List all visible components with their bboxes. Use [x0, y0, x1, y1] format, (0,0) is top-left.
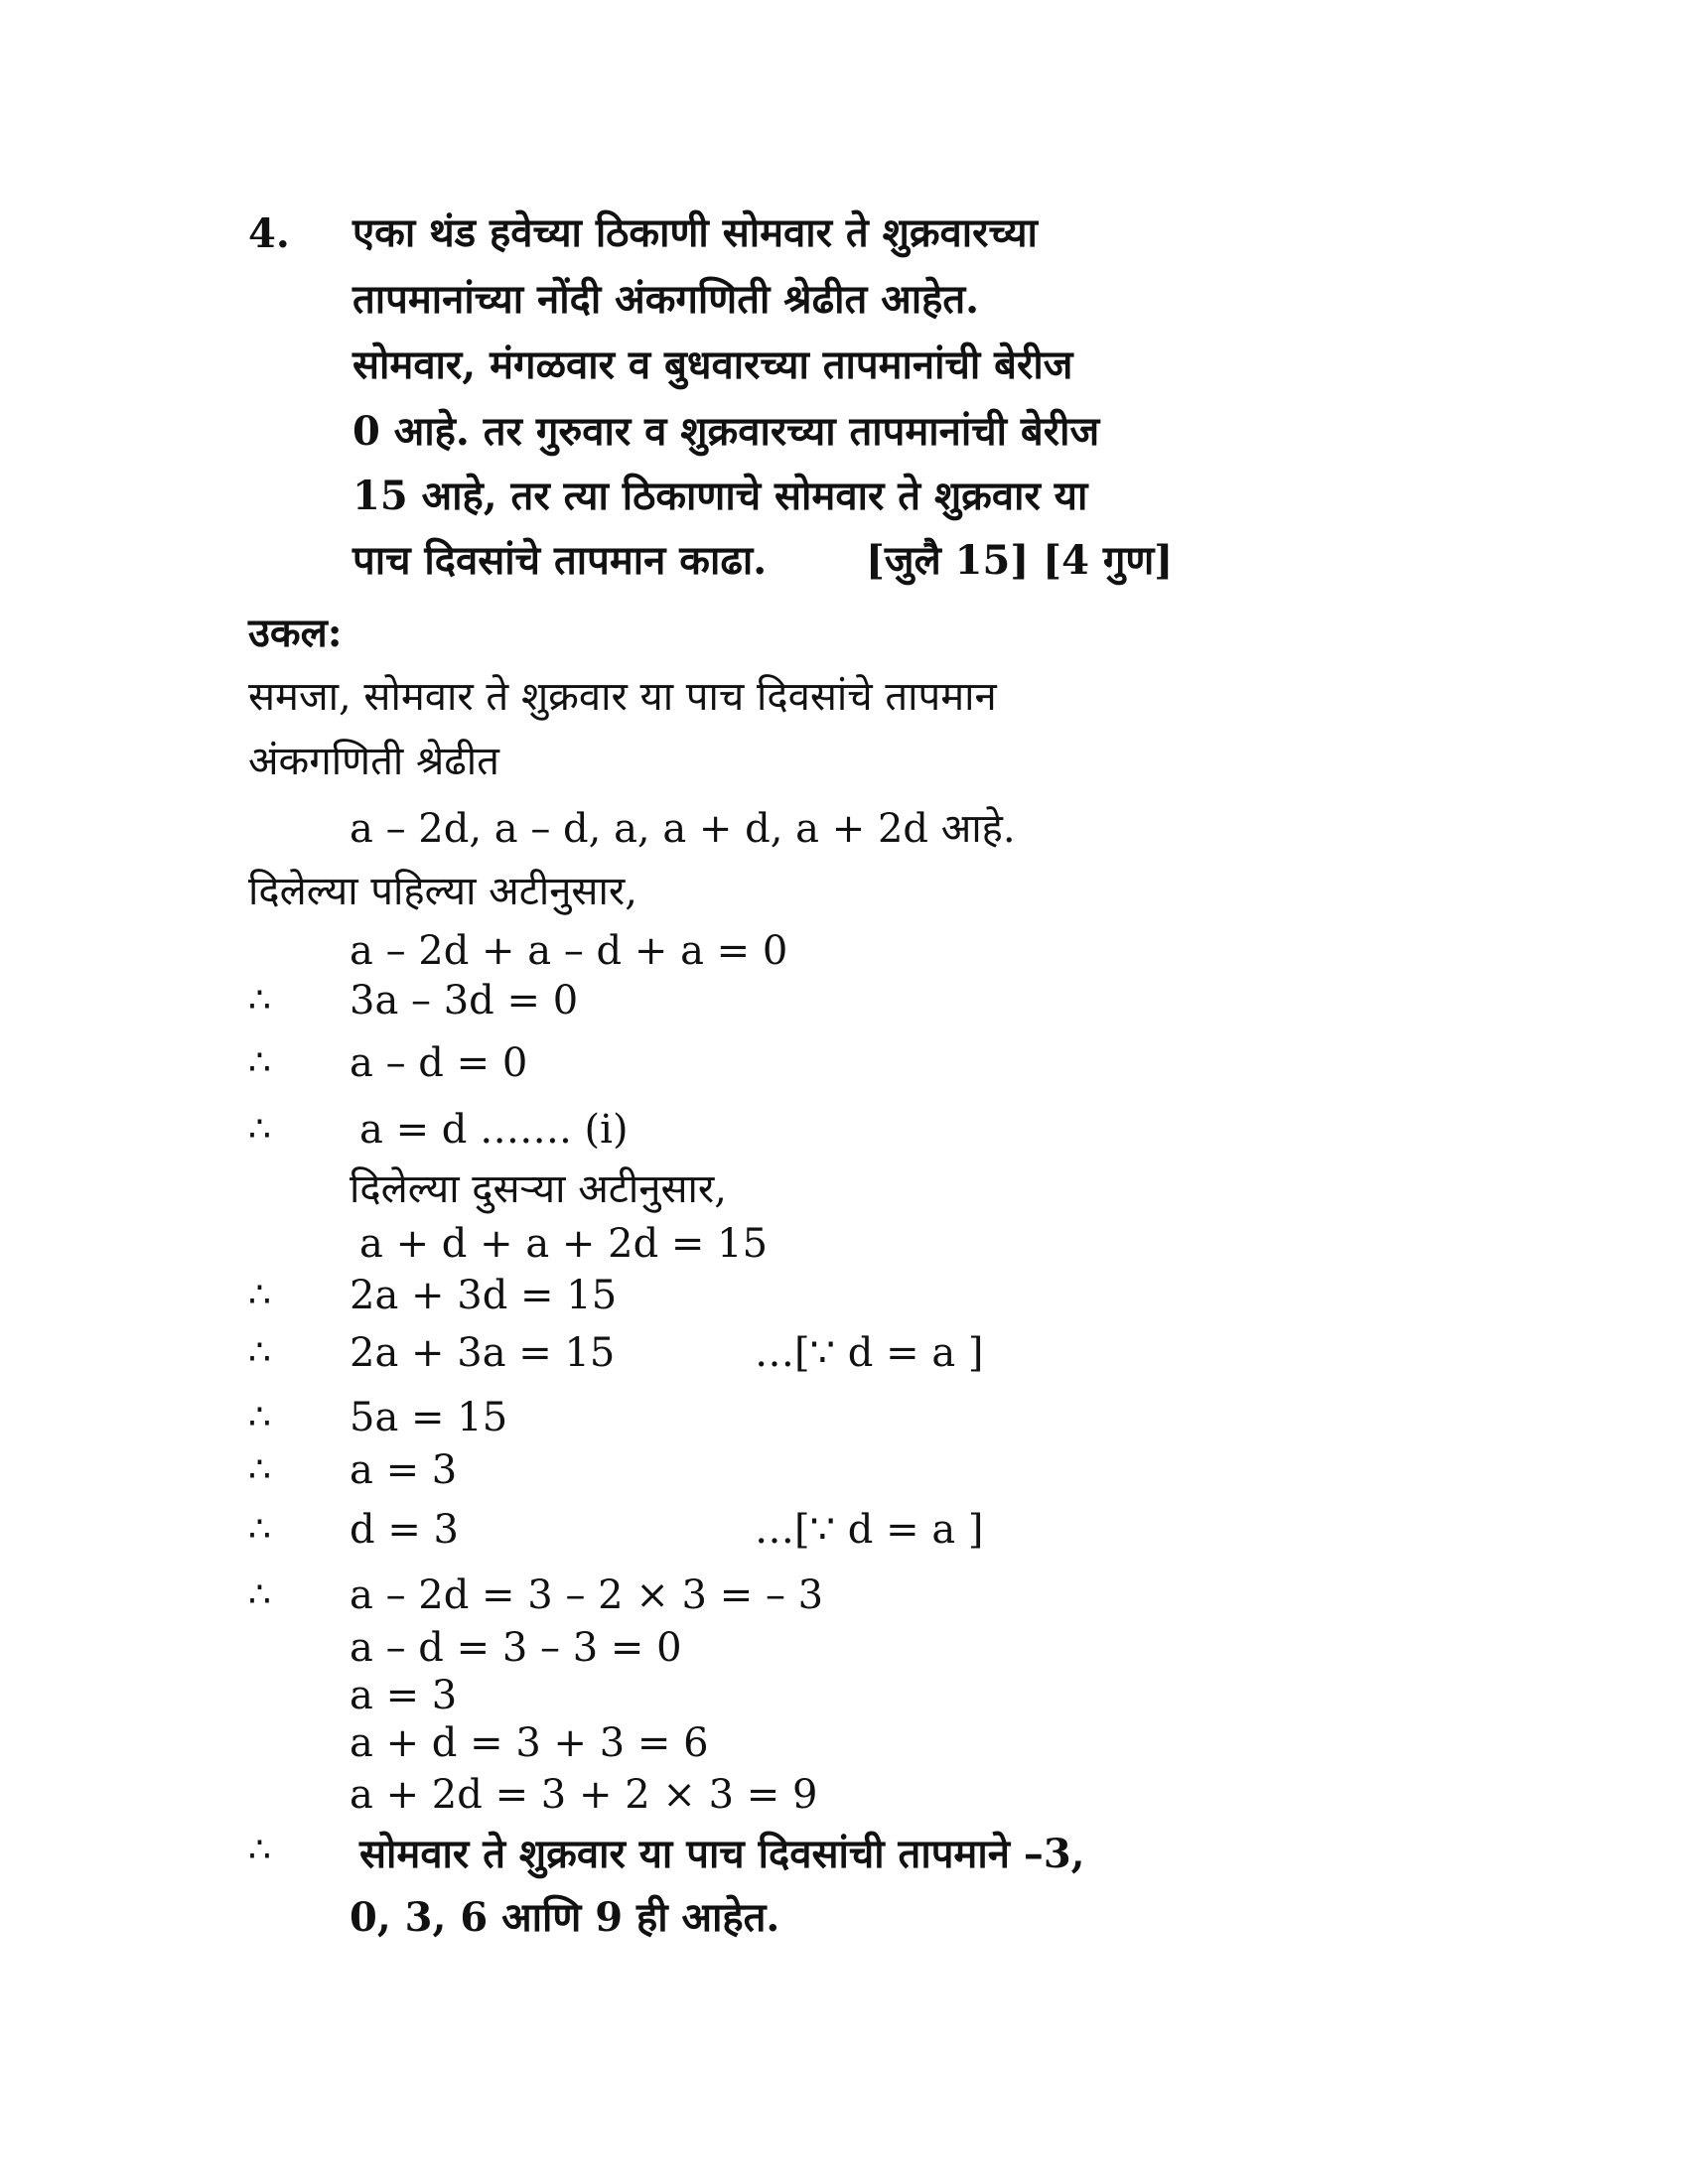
- solution-intro-line: समजा, सोमवार ते शुक्रवार या पाच दिवसांचे तापमान: [248, 674, 997, 720]
- solution-heading: उकल:: [248, 610, 343, 656]
- equation-line: 2a + 3d = 15: [350, 1273, 618, 1318]
- question-line: 15 आहे, तर त्या ठिकाणाचे सोमवार ते शुक्रवार या: [352, 473, 1088, 519]
- question-line: एका थंड हवेच्या ठिकाणी सोमवार ते शुक्रवारच्या: [352, 209, 1038, 256]
- therefore-symbol: ∴: [248, 1509, 271, 1550]
- question-line: तापमानांच्या नोंदी अंकगणिती श्रेढीत आहेत.: [352, 276, 980, 323]
- question-line: 0 आहे. तर गुरुवार व शुक्रवारच्या तापमानांची बेरीज: [352, 408, 1100, 455]
- equation-line: a – 2d + a – d + a = 0: [350, 928, 788, 974]
- therefore-symbol: ∴: [248, 1042, 271, 1083]
- condition-2-label: दिलेल्या दुसऱ्या अटीनुसार,: [350, 1166, 727, 1212]
- sequence-terms: a – 2d, a – d, a, a + d, a + 2d आहे.: [350, 806, 1016, 852]
- equation-line: a = d ……. (i): [359, 1107, 629, 1153]
- therefore-symbol: ∴: [248, 980, 271, 1021]
- therefore-symbol: ∴: [248, 1332, 271, 1373]
- equation-line: a + d = 3 + 3 = 6: [350, 1720, 709, 1766]
- therefore-symbol: ∴: [248, 1830, 271, 1870]
- question-line: पाच दिवसांचे तापमान काढा.: [352, 537, 768, 584]
- therefore-symbol: ∴: [248, 1449, 271, 1490]
- solution-intro-line: अंकगणिती श्रेढीत: [248, 739, 499, 784]
- equation-line: a = 3: [350, 1447, 458, 1493]
- therefore-symbol: ∴: [248, 1574, 271, 1615]
- equation-line: 3a – 3d = 0: [350, 978, 579, 1024]
- condition-1-label: दिलेल्या पहिल्या अटीनुसार,: [248, 869, 637, 914]
- reason-note: …[∵ d = a ]: [755, 1330, 984, 1376]
- equation-line: d = 3: [350, 1507, 459, 1553]
- equation-line: 2a + 3a = 15: [350, 1330, 616, 1376]
- equation-line: a – d = 3 – 3 = 0: [350, 1625, 682, 1671]
- equation-line: a + d + a + 2d = 15: [359, 1221, 769, 1267]
- equation-line: a – 2d = 3 – 2 × 3 = – 3: [350, 1572, 824, 1618]
- equation-line: 5a = 15: [350, 1395, 508, 1440]
- answer-line: 0, 3, 6 आणि 9 ही आहेत.: [350, 1894, 780, 1941]
- therefore-symbol: ∴: [248, 1275, 271, 1315]
- equation-line: a = 3: [350, 1673, 458, 1718]
- equation-line: a – d = 0: [350, 1040, 528, 1086]
- reason-note: …[∵ d = a ]: [755, 1507, 984, 1553]
- therefore-symbol: ∴: [248, 1109, 271, 1150]
- therefore-symbol: ∴: [248, 1397, 271, 1437]
- question-number: 4.: [248, 210, 290, 257]
- question-tag: [जुलै 15] [4 गुण]: [866, 537, 1174, 584]
- answer-line: सोमवार ते शुक्रवार या पाच दिवसांची तापमाने –3,: [359, 1831, 1085, 1877]
- question-line: सोमवार, मंगळवार व बुधवारच्या तापमानांची बेरीज: [352, 341, 1073, 388]
- equation-line: a + 2d = 3 + 2 × 3 = 9: [350, 1772, 818, 1818]
